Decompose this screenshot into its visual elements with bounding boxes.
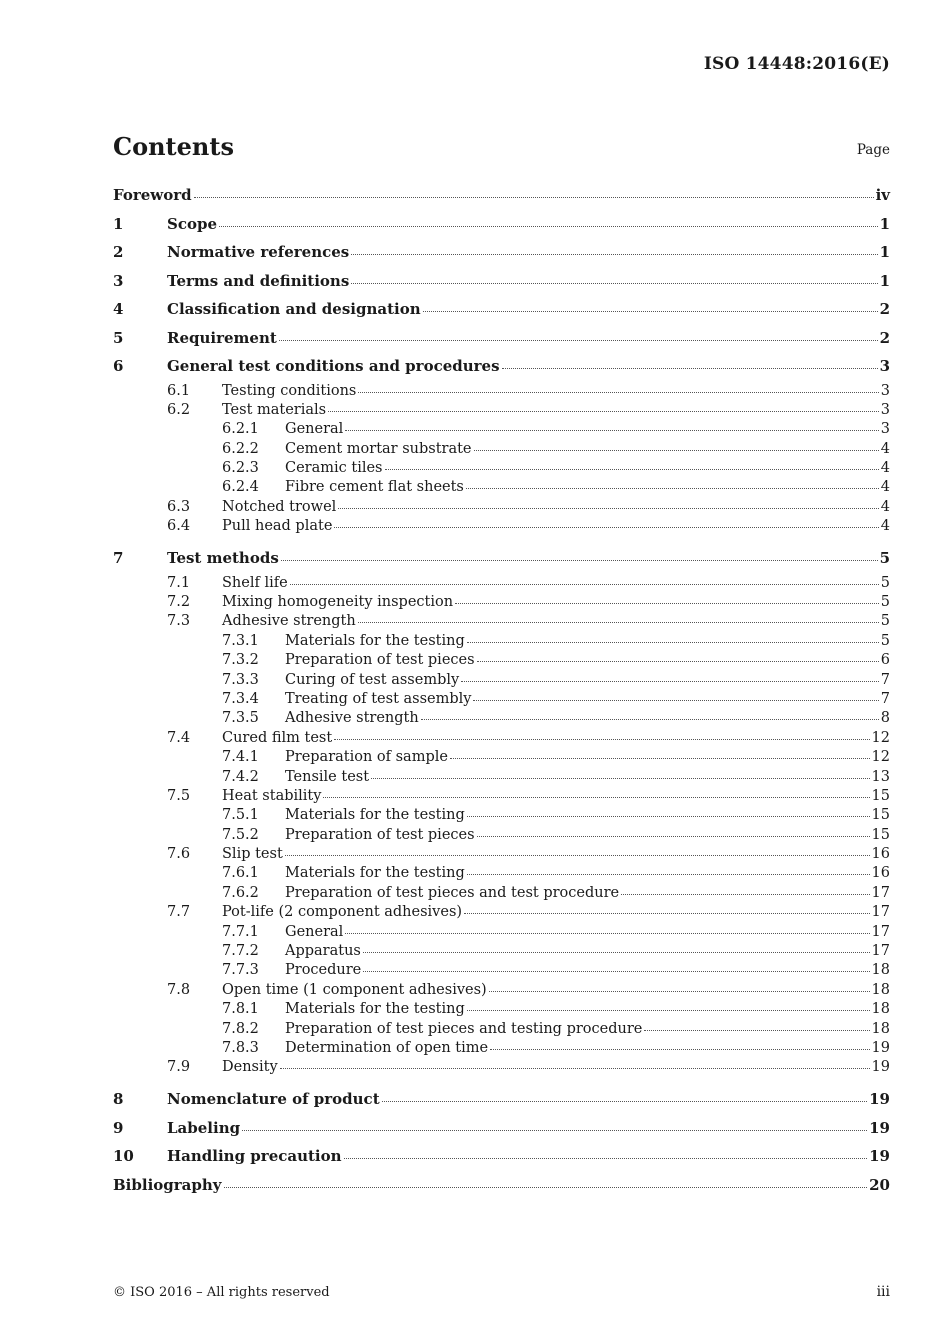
toc-entry-title: Slip test [222, 846, 283, 863]
toc-entry-number: 7 [113, 549, 124, 568]
toc-entry-title: Shelf life [222, 574, 288, 591]
toc-dot-leader [455, 602, 879, 604]
toc-entry-title: Tensile test [285, 768, 370, 785]
toc-entry-page: 6 [880, 652, 890, 669]
toc-entry-title: Materials for the testing [285, 807, 465, 824]
toc-entry-title: Handling precaution [167, 1147, 342, 1166]
toc-entry-number: 7.3.5 [222, 710, 259, 727]
toc-entry-number: 4 [113, 300, 124, 318]
toc-entry-title: Open time (1 component adhesives) [222, 981, 487, 998]
toc-entry-number: 3 [113, 271, 124, 290]
toc-entry[interactable] [113, 298, 890, 327]
toc-entry-page: 4 [880, 498, 890, 515]
toc-dot-leader [363, 970, 869, 972]
toc-entry-page: 12 [871, 729, 890, 746]
toc-dot-leader [385, 468, 879, 470]
toc-entry-number: 7.8 [167, 981, 191, 998]
toc-entry-title: Foreword [113, 186, 192, 204]
document-id: ISO 14448:2016(E) [703, 54, 890, 74]
toc-entry-page: 1 [879, 271, 890, 290]
toc-entry-page: 19 [869, 1090, 890, 1109]
toc-entry[interactable] [113, 731, 890, 750]
toc-entry[interactable] [113, 828, 890, 847]
toc-entry[interactable] [113, 653, 890, 672]
toc-entry[interactable] [113, 750, 890, 769]
toc-dot-leader [467, 641, 879, 643]
toc-entry-title: Density [222, 1059, 278, 1076]
toc-entry-number: 7.6.2 [222, 884, 259, 901]
toc-entry[interactable] [113, 1060, 890, 1079]
toc-entry-page: 5 [880, 574, 890, 591]
toc-entry-title: General [285, 421, 344, 438]
toc-dot-leader [450, 757, 870, 759]
toc-entry[interactable] [113, 184, 890, 213]
toc-entry-title: Materials for the testing [285, 632, 465, 649]
toc-entry[interactable] [113, 1117, 890, 1146]
toc-entry-page: 1 [879, 214, 890, 233]
toc-entry[interactable] [113, 847, 890, 866]
toc-entry-number: 7.4.2 [222, 768, 259, 785]
toc-entry-page: 16 [871, 865, 890, 882]
toc-entry-page: 18 [871, 962, 890, 979]
toc-entry-page: 5 [880, 613, 890, 630]
toc-entry-number: 7.3.3 [222, 671, 259, 688]
toc-entry-page: 5 [879, 549, 890, 568]
toc-entry[interactable] [113, 355, 890, 384]
toc-dot-leader [358, 621, 879, 623]
toc-entry-page: 1 [879, 243, 890, 261]
toc-entry-number: 7.6.1 [222, 865, 259, 882]
toc-entry-number: 7.7.1 [222, 923, 259, 940]
page-column-label: Page [856, 142, 890, 158]
toc-entry-title: Ceramic tiles [285, 460, 383, 477]
toc-dot-leader [477, 660, 879, 662]
toc-entry-page: 18 [871, 1020, 890, 1037]
toc-entry-page: 13 [871, 768, 890, 785]
toc-dot-leader [334, 738, 869, 740]
toc-entry-page: 4 [880, 518, 890, 535]
toc-dot-leader [474, 449, 879, 451]
toc-entry-title: Cement mortar substrate [285, 440, 472, 457]
toc-dot-leader [280, 1067, 870, 1069]
toc-entry-number: 5 [113, 328, 124, 347]
toc-entry[interactable] [113, 327, 890, 356]
toc-entry-number: 6.2 [167, 401, 191, 418]
toc-dot-leader [466, 487, 879, 489]
toc-entry-page: 17 [871, 943, 890, 960]
toc-entry[interactable] [113, 905, 890, 924]
toc-entry[interactable] [113, 461, 890, 480]
toc-entry-page: 2 [879, 300, 890, 318]
toc-entry-page: 19 [869, 1147, 890, 1166]
toc-entry-page: 19 [869, 1118, 890, 1137]
toc-entry-number: 7.6 [167, 846, 191, 863]
toc-entry-number: 7.8.2 [222, 1020, 259, 1037]
toc-entry[interactable] [113, 944, 890, 963]
toc-entry-page: 3 [880, 421, 890, 438]
toc-dot-leader [467, 815, 870, 817]
toc-entry[interactable] [113, 1002, 890, 1021]
toc-entry-number: 7.4.1 [222, 749, 259, 766]
toc-entry-page: 16 [871, 846, 890, 863]
toc-entry[interactable] [113, 576, 890, 595]
toc-entry[interactable] [113, 270, 890, 299]
toc-dot-leader [502, 367, 878, 369]
toc-entry-number: 6.2.1 [222, 421, 259, 438]
toc-entry-page: 19 [871, 1040, 890, 1056]
toc-dot-leader [285, 854, 870, 856]
toc-dot-leader [467, 873, 870, 875]
toc-entry[interactable] [113, 403, 890, 422]
toc-entry-number: 7.3.4 [222, 690, 259, 707]
toc-entry-page: 2 [879, 328, 890, 347]
toc-entry-number: 2 [113, 243, 124, 261]
toc-dot-leader [423, 310, 878, 312]
toc-dot-leader [621, 893, 869, 895]
toc-dot-leader [344, 1157, 868, 1159]
toc-entry-title: Normative references [167, 243, 350, 261]
toc-entry-page: 12 [871, 749, 890, 766]
toc-entry[interactable] [113, 808, 890, 827]
page-title: Contents [113, 132, 234, 161]
toc-entry-page: iv [875, 186, 890, 204]
toc-entry-title: Bibliography [113, 1175, 222, 1194]
toc-entry-title: Adhesive strength [285, 710, 419, 727]
toc-entry[interactable] [113, 770, 890, 789]
toc-entry-title: Preparation of test pieces and testing procedure [285, 1020, 643, 1037]
toc-entry-title: Pot-life (2 component adhesives) [222, 904, 463, 921]
toc-entry-page: 3 [879, 357, 890, 375]
toc-entry[interactable] [113, 384, 890, 403]
toc-entry-number: 7.5 [167, 787, 191, 804]
toc-entry[interactable] [113, 711, 890, 730]
toc-entry[interactable] [113, 614, 890, 633]
toc-entry-page: 20 [869, 1175, 890, 1194]
toc-entry-page: 17 [871, 904, 890, 921]
toc-entry-number: 7.3.1 [222, 632, 259, 649]
toc-entry-title: Fibre cement flat sheets [285, 479, 464, 496]
toc-dot-leader [421, 718, 879, 720]
toc-entry-title: Apparatus [285, 943, 361, 960]
toc-entry-page: 4 [880, 440, 890, 457]
toc-entry[interactable] [113, 1174, 890, 1203]
toc-entry-page: 18 [871, 1001, 890, 1018]
toc-entry[interactable] [113, 213, 890, 242]
toc-dot-leader [371, 777, 869, 779]
toc-entry-title: Mixing homogeneity inspection [222, 594, 454, 611]
toc-entry-number: 7.9 [167, 1059, 191, 1076]
toc-entry-page: 7 [880, 671, 890, 688]
toc-dot-leader [489, 990, 870, 992]
toc-entry-number: 6.1 [167, 382, 191, 399]
toc-entry[interactable] [113, 547, 890, 576]
toc-entry-title: Determination of open time [285, 1040, 489, 1056]
toc-entry[interactable] [113, 422, 890, 441]
toc-entry[interactable] [113, 963, 890, 982]
toc-entry-title: Test materials [222, 401, 327, 418]
toc-entry-title: Preparation of sample [285, 749, 448, 766]
toc-entry-page: 3 [880, 401, 890, 418]
toc-entry-title: Cured film test [222, 729, 333, 746]
toc-entry-page: 17 [871, 923, 890, 940]
toc-entry-title: Notched trowel [222, 498, 337, 515]
toc-dot-leader [464, 912, 869, 914]
toc-entry-number: 7.4 [167, 729, 191, 746]
toc-entry-page: 15 [871, 807, 890, 824]
toc-entry-page: 15 [871, 826, 890, 843]
toc-entry[interactable] [113, 925, 890, 944]
toc-entry[interactable] [113, 692, 890, 711]
toc-entry-title: Heat stability [222, 787, 322, 804]
toc-entry-page: 8 [880, 710, 890, 727]
toc-entry-page: 4 [880, 479, 890, 496]
toc-entry[interactable] [113, 500, 890, 519]
toc-entry-number: 7.1 [167, 574, 191, 591]
toc-dot-leader [490, 1048, 869, 1050]
toc-entry[interactable] [113, 1041, 890, 1060]
toc-entry-number: 1 [113, 214, 124, 233]
toc-entry-title: Preparation of test pieces [285, 652, 475, 669]
toc-entry-number: 6.2.3 [222, 460, 259, 477]
toc-entry-title: Curing of test assembly [285, 671, 460, 688]
toc-entry[interactable] [113, 673, 890, 692]
toc-dot-leader [279, 339, 878, 341]
toc-entry-page: 4 [880, 460, 890, 477]
toc-dot-leader [338, 507, 878, 509]
toc-entry[interactable] [113, 634, 890, 653]
toc-dot-leader [351, 253, 877, 255]
toc-dot-leader [281, 559, 878, 561]
toc-dot-leader [382, 1100, 868, 1102]
toc-entry-number: 7.2 [167, 594, 191, 611]
toc-entry-title: Preparation of test pieces and test procedure [285, 884, 620, 901]
copyright-notice: © ISO 2016 – All rights reserved [113, 1285, 330, 1300]
toc-entry-title: Preparation of test pieces [285, 826, 475, 843]
toc-entry-number: 6 [113, 357, 124, 375]
toc-entry[interactable] [113, 480, 890, 499]
toc-dot-leader [351, 282, 877, 284]
toc-entry-title: General test conditions and procedures [167, 357, 500, 375]
toc-entry-number: 7.5.1 [222, 807, 259, 824]
toc-entry-title: Scope [167, 214, 218, 233]
toc-entry-title: Treating of test assembly [285, 690, 472, 707]
toc-entry[interactable] [113, 1088, 890, 1117]
toc-entry-page: 5 [880, 632, 890, 649]
toc-entry-number: 9 [113, 1118, 124, 1137]
toc-entry[interactable] [113, 1145, 890, 1174]
toc-dot-leader [242, 1129, 867, 1131]
toc-entry-page: 3 [880, 382, 890, 399]
toc-entry-title: Testing conditions [222, 382, 357, 399]
toc-entry-title: Pull head plate [222, 518, 333, 535]
toc-dot-leader [194, 196, 874, 198]
toc-entry-title: Terms and definitions [167, 271, 350, 290]
toc-dot-leader [644, 1029, 869, 1031]
table-of-contents [113, 184, 890, 1202]
toc-entry-number: 6.3 [167, 498, 191, 515]
toc-entry[interactable] [113, 241, 890, 270]
toc-dot-leader [345, 932, 869, 934]
toc-entry-number: 7.3 [167, 613, 191, 630]
toc-entry-number: 7.7.2 [222, 943, 259, 960]
toc-entry-page: 17 [871, 884, 890, 901]
toc-dot-leader [224, 1186, 868, 1188]
toc-dot-leader [290, 583, 879, 585]
toc-entry[interactable] [113, 1022, 890, 1041]
toc-entry-title: Procedure [285, 962, 362, 979]
toc-entry-number: 10 [113, 1147, 134, 1166]
toc-dot-leader [477, 835, 870, 837]
toc-entry-title: Nomenclature of product [167, 1090, 380, 1109]
toc-entry-number: 7.8.1 [222, 1001, 259, 1018]
toc-entry-number: 8 [113, 1090, 124, 1109]
toc-entry-number: 7.8.3 [222, 1040, 259, 1056]
toc-dot-leader [473, 699, 878, 701]
toc-entry[interactable] [113, 983, 890, 1002]
toc-entry-page: 18 [871, 981, 890, 998]
toc-dot-leader [323, 796, 869, 798]
toc-entry-title: Requirement [167, 328, 277, 347]
toc-entry-number: 7.3.2 [222, 652, 259, 669]
toc-entry-number: 7.5.2 [222, 826, 259, 843]
toc-dot-leader [467, 1009, 870, 1011]
toc-entry-number: 7.7 [167, 904, 191, 921]
toc-entry-page: 15 [871, 787, 890, 804]
toc-dot-leader [328, 410, 879, 412]
toc-entry[interactable] [113, 886, 890, 905]
page-number: iii [876, 1284, 890, 1300]
toc-entry[interactable] [113, 789, 890, 808]
toc-entry-title: General [285, 923, 344, 940]
toc-entry-title: Materials for the testing [285, 1001, 465, 1018]
toc-entry-title: Labeling [167, 1118, 241, 1137]
toc-entry-page: 19 [871, 1059, 890, 1076]
toc-dot-leader [334, 526, 878, 528]
toc-dot-leader [461, 680, 879, 682]
toc-entry-page: 7 [880, 690, 890, 707]
toc-entry[interactable] [113, 595, 890, 614]
toc-entry-title: Materials for the testing [285, 865, 465, 882]
toc-dot-leader [345, 429, 878, 431]
toc-dot-leader [363, 951, 870, 953]
toc-entry-number: 7.7.3 [222, 962, 259, 979]
toc-entry-title: Adhesive strength [222, 613, 356, 630]
toc-entry-page: 5 [880, 594, 890, 611]
toc-entry-number: 6.4 [167, 518, 191, 535]
toc-entry-title: Test methods [167, 549, 279, 568]
toc-entry-title: Classification and designation [167, 300, 421, 318]
toc-entry-number: 6.2.4 [222, 479, 259, 496]
toc-entry[interactable] [113, 442, 890, 461]
toc-dot-leader [219, 225, 878, 227]
toc-entry[interactable] [113, 866, 890, 885]
toc-dot-leader [358, 391, 878, 393]
toc-entry[interactable] [113, 519, 890, 538]
toc-entry-number: 6.2.2 [222, 440, 259, 457]
